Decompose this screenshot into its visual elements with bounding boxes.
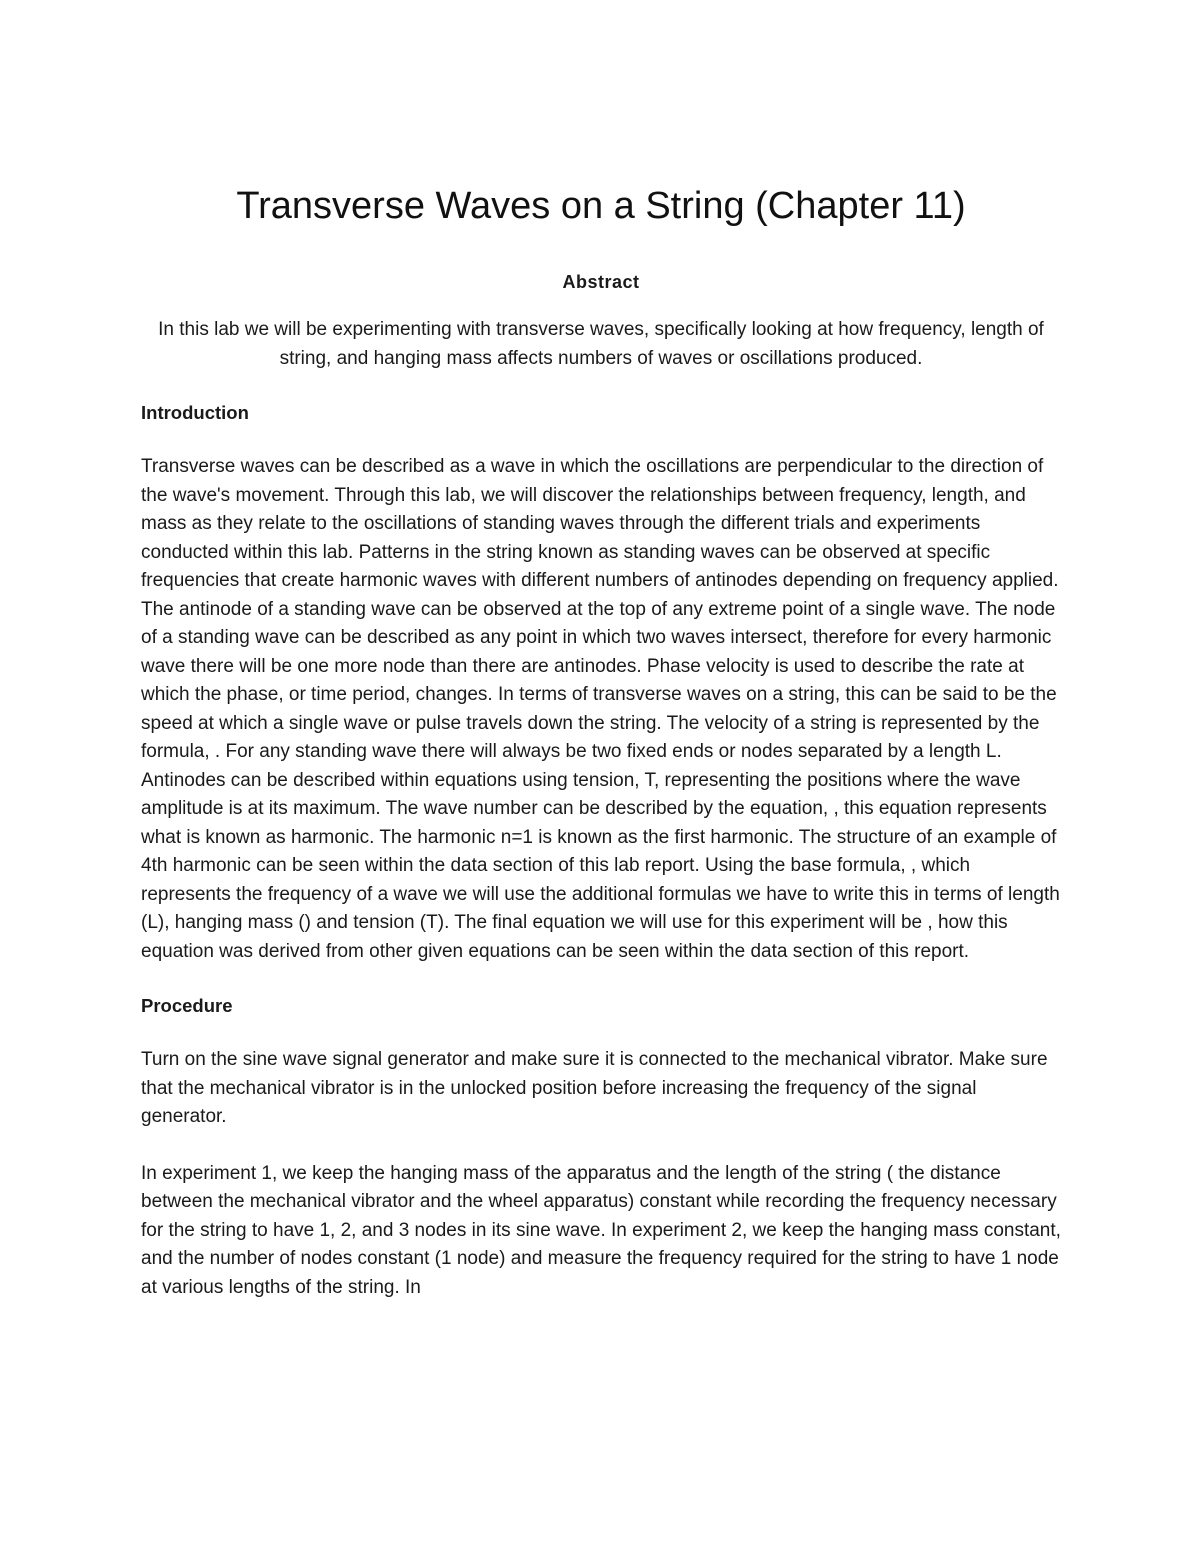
abstract-heading: Abstract — [562, 272, 640, 292]
introduction-text: Transverse waves can be described as a wave in which the oscillations are perpendicular to the direction of the wave's movement. Through this lab, we will discover the relationships between frequency, length, and mass as they relate to the oscillations of standing waves through the different trials and experiments conducted within this lab. Patterns in the string known as standing waves can be observed at specific frequencies that create harmonic waves with different numbers of antinodes depending on frequency applied. The antinode of a standing wave can be observed at the top of any extreme point of a single wave. The node of a standing wave can be described as any point in which two waves intersect, therefore for every harmonic wave there will be one more node than there are antinodes. Phase velocity is used to describe the rate at which the phase, or time period, changes. In terms of transverse waves on a string, this can be said to be the speed at which a single wave or pulse travels down the string. The velocity of a string is represented by the formula, . For any standing wave there will always be two fixed ends or nodes separated by a length L. Antinodes can be described within equations using tension, T, representing the positions where the wave amplitude is at its maximum. The wave number can be described by the equation, , this equation represents what is known as harmonic. The harmonic n=1 is known as the first harmonic. The structure of an example of 4th harmonic can be seen within the data section of this lab report. Using the base formula, , which represents the frequency of a wave we will use the additional formulas we have to write this in terms of length (L), hanging mass () and tension (T). The final equation we will use for this experiment will be , how this equation was derived from other given equations can be seen within the data section of this report. — [141, 456, 1060, 962]
procedure-heading: Procedure — [141, 995, 233, 1016]
document-title: Transverse Waves on a String (Chapter 11) — [236, 185, 966, 227]
procedure-paragraph: Turn on the sine wave signal generator and make sure it is connected to the mechanical vibrator. Make sure that the mechanical vibrator is in the unlocked position before increasing the frequency of the signal generator. — [141, 1049, 1048, 1127]
document-content — [141, 180, 1061, 1302]
procedure-paragraph: In experiment 1, we keep the hanging mass of the apparatus and the length of the string ( the distance between the mechanical vibrator and the wheel apparatus) constant while recording the frequency necessary for the string to have 1, 2, and 3 nodes in its sine wave. In experiment 2, we keep the hanging mass constant, and the number of nodes constant (1 node) and measure the frequency required for the string to have 1 node at various lengths of the string. In — [141, 1162, 1061, 1298]
introduction-heading: Introduction — [141, 402, 249, 423]
abstract-text: In this lab we will be experimenting with transverse waves, specifically looking at how frequency, length of string, and hanging mass affects numbers of waves or oscillations produced. — [158, 319, 1044, 369]
